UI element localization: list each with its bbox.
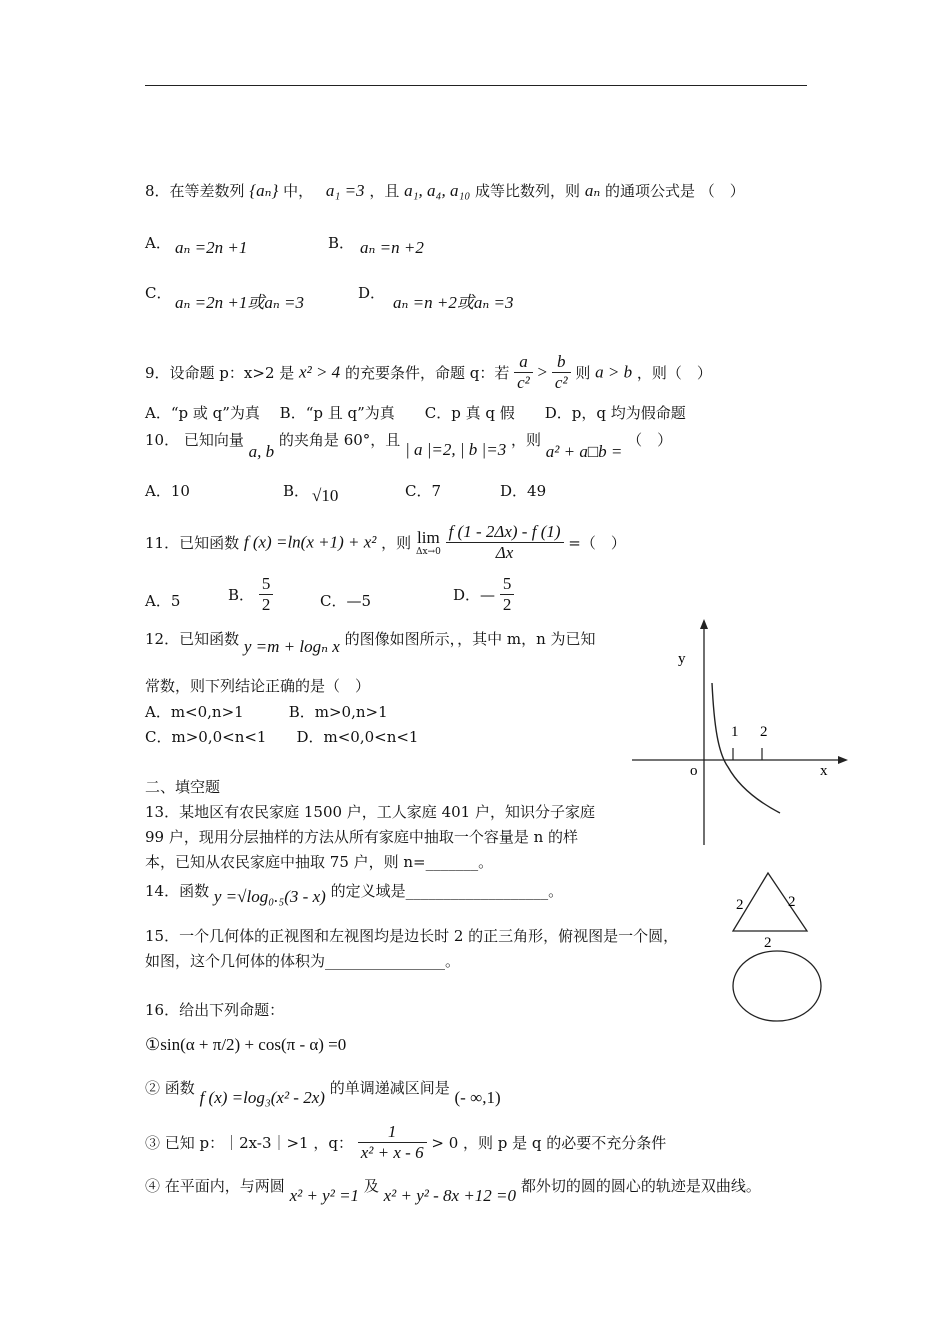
- q8-cond1: a₁ =3: [325, 181, 365, 200]
- q16-p2-b: 的单调递减区间是: [329, 1079, 450, 1097]
- q9-concl: a > b: [595, 362, 633, 382]
- q10-vec: a, b: [248, 442, 275, 461]
- q8-mid2: ，且: [369, 182, 400, 200]
- q10-option-a: A．10: [145, 482, 190, 500]
- section-heading: 二、填空题: [145, 778, 221, 796]
- q11-mid: ，则: [381, 534, 412, 552]
- q8-mid3: 成等比数列，则: [475, 182, 581, 200]
- q11-option-b-frac: [259, 574, 274, 615]
- q16-prop3: [145, 1122, 666, 1163]
- q10-stem-line: [145, 429, 673, 461]
- q16-p2-a: ② 函数: [145, 1079, 195, 1097]
- log-curve: [712, 683, 780, 813]
- q12-stem-line: [145, 628, 596, 656]
- q16-stem: 16．给出下列命题：: [145, 1001, 285, 1019]
- q13-line1: 13．某地区有农民家庭 1500 户，工人家庭 401 户，知识分子家庭: [145, 803, 595, 821]
- lim-subscript: Δx→0: [415, 546, 441, 557]
- q8-option-a: [145, 232, 171, 253]
- q10-expr: a² + a□b =: [545, 442, 623, 461]
- q12-graph: [630, 615, 850, 850]
- q8-an: aₙ: [584, 181, 601, 200]
- q15-figure: [725, 865, 835, 1025]
- option-label: D．—: [453, 586, 496, 604]
- q16-prop1: ①sin(α + π/2) + cos(π - α) =0: [145, 1035, 347, 1054]
- q10-cond: | a |=2, | b |=3: [405, 440, 507, 459]
- q13-line3: 本，已知从农民家庭中抽取 75 户，则 n=_______。: [145, 853, 494, 871]
- frac-numerator: f (1 - 2Δx) - f (1): [446, 522, 564, 543]
- option-label: C．: [145, 284, 172, 302]
- frac-denominator: x² + x - 6: [360, 1143, 424, 1162]
- q8-option-b-expr: aₙ =n +2: [360, 238, 424, 257]
- q8-option-a-expr: aₙ =2n +1: [175, 238, 248, 257]
- frac-numerator: 5: [259, 574, 274, 595]
- frac-numerator: 1: [358, 1122, 427, 1143]
- q16-p3-frac: [358, 1122, 427, 1163]
- q16-p4-a: ④ 在平面内，与两圆: [145, 1177, 285, 1195]
- q9-stem-line: [145, 352, 712, 393]
- q16-p2-func: f (x) =log₃(x² - 2x): [199, 1088, 325, 1107]
- y-axis-arrow: [700, 619, 708, 629]
- q16-p4-circle2: x² + y² - 8x +12 =0: [383, 1186, 517, 1205]
- q16-p4-circle1: x² + y² =1: [289, 1186, 360, 1205]
- q16-p4-and: 及: [363, 1177, 379, 1195]
- q9-mid: 的充要条件，命题 q：若: [344, 364, 510, 382]
- tick-label-2: 2: [760, 724, 768, 740]
- q8-option-d: [358, 282, 385, 303]
- q16-p2-interval: (- ∞,1): [454, 1088, 501, 1107]
- q11-stem: 11．已知函数: [145, 534, 240, 552]
- q9-frac-b: [552, 352, 571, 393]
- q12-options-cd: C．m>0,0<n<1 D．m<0,0<n<1: [145, 728, 419, 746]
- triangle-bottom-label: 2: [764, 935, 772, 951]
- frac-numerator: a: [514, 352, 533, 373]
- q9-stem: 9．设命题 p：x>2 是: [145, 364, 295, 382]
- q8-seq: {aₙ}: [249, 181, 279, 200]
- q16-prop4: [145, 1175, 761, 1205]
- q12-stem2: 的图像如图所示，，其中 m，n 为已知: [344, 630, 596, 648]
- q10-mid: 的夹角是 60°，且: [278, 431, 401, 449]
- q8-option-c-expr: aₙ =2n +1或aₙ =3: [175, 293, 304, 312]
- q14-stem: 14．函数: [145, 882, 210, 900]
- q11-option-b: [228, 574, 273, 615]
- q12-stem1: 12．已知函数: [145, 630, 240, 648]
- frac-numerator: b: [552, 352, 571, 373]
- q9-cond: x² > 4: [299, 362, 341, 382]
- option-label: B．: [328, 234, 355, 252]
- q11-func: f (x) =ln(x +1) + x²: [243, 532, 377, 552]
- q10-mid2: ，则: [510, 431, 541, 449]
- option-label: D．: [358, 284, 386, 302]
- triangle-left-label: 2: [736, 897, 744, 913]
- q9-options: A．“p 或 q”为真 B．“p 且 q”为真 C．p 真 q 假 D．p，q 均为假命题: [145, 404, 686, 422]
- q12-options-ab: A．m<0,n>1 B．m>0,n>1: [145, 703, 388, 721]
- q13-line2: 99 户，现用分层抽样的方法从所有家庭中抽取一个容量是 n 的样: [145, 828, 579, 846]
- q11-option-c: C．—5: [320, 592, 372, 610]
- frac-denominator: c²: [554, 373, 568, 392]
- q14-tail: 的定义域是___________________。: [330, 882, 564, 900]
- q10-option-d: D．49: [500, 482, 547, 500]
- q14-line: [145, 880, 564, 906]
- header-rule: [145, 85, 807, 86]
- frac-denominator: Δx: [495, 543, 514, 562]
- q16-p4-b: 都外切的圆的圆心的轨迹是双曲线。: [520, 1177, 761, 1195]
- lim-word: lim: [417, 527, 440, 547]
- q11-tail: =（ ）: [568, 534, 626, 552]
- q15-line2: 如图，这个几何体的体积为________________。: [145, 952, 461, 970]
- q8-stem-line: [145, 180, 745, 201]
- frac-denominator: 2: [261, 595, 271, 614]
- origin-label: o: [690, 763, 698, 779]
- q9-then: 则: [575, 364, 591, 382]
- x-axis-label: x: [820, 763, 828, 779]
- triangle-right-label: 2: [788, 894, 796, 910]
- frac-numerator: 5: [500, 574, 515, 595]
- q11-option-d-frac: [500, 574, 515, 615]
- q11-option-a: A．5: [145, 592, 181, 610]
- q8-option-c: [145, 282, 171, 303]
- frac-denominator: c²: [517, 373, 530, 392]
- q10-tail: （ ）: [627, 431, 673, 449]
- q14-func: y =√log₀.₅(3 - x): [213, 887, 326, 906]
- triangle-view: [733, 873, 807, 931]
- q11-stem-line: [145, 522, 626, 563]
- q9-gt: >: [537, 362, 548, 382]
- q8-cond2: a₁, a₄, a₁₀: [404, 181, 471, 200]
- q16-p3-a: ③ 已知 p：｜2x-3｜>1 ，q：: [145, 1134, 353, 1152]
- q10-option-b-expr: √10: [312, 486, 339, 505]
- option-label: A．: [145, 234, 171, 252]
- q8-stem: 8．在等差数列: [145, 182, 245, 200]
- q16-p3-b: > 0 ，则 p 是 q 的必要不充分条件: [431, 1134, 667, 1152]
- tick-label-1: 1: [731, 724, 739, 740]
- q9-tail: ，则（ ）: [636, 364, 712, 382]
- q11-option-d: [453, 574, 514, 615]
- circle-view: [733, 951, 821, 1021]
- q8-option-b: [328, 232, 354, 253]
- q16-prop2: [145, 1077, 501, 1107]
- x-axis-arrow: [838, 756, 848, 764]
- q11-fraction: [446, 522, 564, 563]
- q9-frac-a: [514, 352, 533, 393]
- q8-option-d-expr: aₙ =n +2或aₙ =3: [393, 293, 514, 312]
- q12-func: y =m + logₙ x: [243, 637, 340, 656]
- q10-stem: 10． 已知向量: [145, 431, 244, 449]
- y-axis-label: y: [678, 651, 686, 667]
- q10-option-b: B．: [283, 482, 310, 500]
- q12-line2: 常数，则下列结论正确的是（ ）: [145, 677, 371, 695]
- q10-option-c: C．7: [405, 482, 442, 500]
- q8-tail: 的通项公式是 （ ）: [605, 182, 745, 200]
- q15-line1: 15．一个几何体的正视图和左视图均是边长时 2 的正三角形，俯视图是一个圆，: [145, 927, 679, 945]
- q11-limit: [416, 529, 441, 557]
- option-label: B．: [228, 586, 255, 604]
- q8-mid1: 中，: [283, 182, 314, 200]
- frac-denominator: 2: [502, 595, 512, 614]
